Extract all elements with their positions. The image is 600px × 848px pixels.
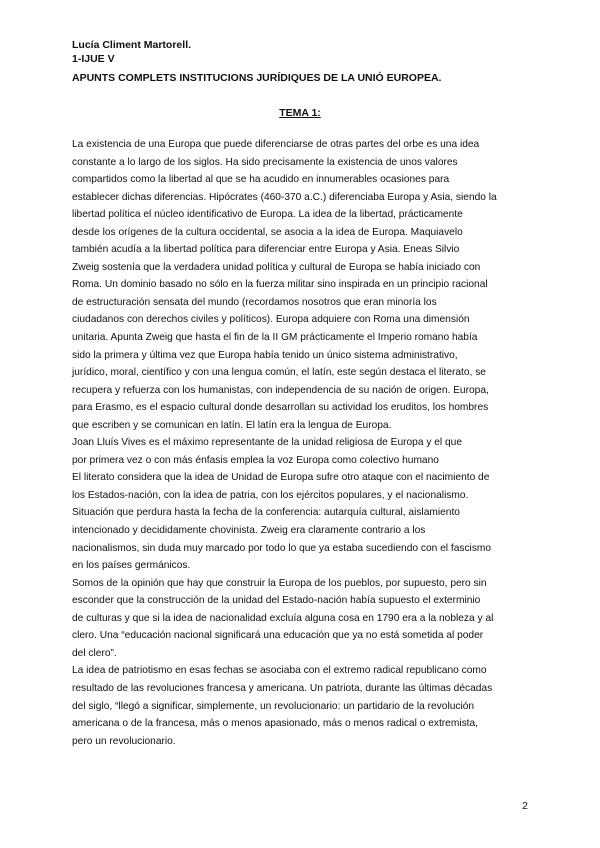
text-line: clero. Una “educación nacional significará una educación que ya no está sometida al poder	[72, 630, 484, 642]
text-line: también acudía a la libertad política para diferenciar entre Europa y Asia. Eneas Silvio	[72, 244, 460, 256]
text-line: Zweig sostenía que la verdadera unidad política y cultural de Europa se había iniciado con	[72, 261, 481, 273]
text-line: nacionalismos, sin duda muy marcado por todo lo que ya estaba sucediendo con el fascismo	[72, 542, 492, 554]
text-line: para Erasmo, es el espacio cultural donde desarrollan su actividad los eruditos, los hombres	[72, 402, 489, 414]
text-line: intencionado y decididamente chovinista. Zweig era claramente contrario a los	[72, 525, 426, 537]
text-line: Somos de la opinión que hay que construir la Europa de los pueblos, por supuesto, pero sin	[72, 577, 487, 589]
text-line: La idea de patriotismo en esas fechas se asociaba con el extremo radical republicano como	[72, 665, 487, 677]
text-line: sido la primera y última vez que Europa había tenido un único sistema administrativo,	[72, 349, 458, 361]
body-text	[72, 136, 542, 750]
text-line: El literato considera que la idea de Unidad de Europa sufre otro ataque con el nacimiento de	[72, 472, 490, 484]
text-line: libertad política el núcleo identificativo de Europa. La idea de la libertad, prácticamente	[72, 209, 463, 221]
text-line: del siglo, “llegó a significar, simplemente, un revolucionario: un partidario de la revolución	[72, 700, 475, 712]
text-line: ciudadanos con derechos civiles y políticos). Europa adquiere con Roma una dimensión	[72, 314, 470, 326]
text-line: Roma. Un dominio basado no sólo en la fuerza militar sino inspirada en un principio racional	[72, 279, 488, 291]
text-line: del clero”.	[72, 647, 117, 659]
text-line: recupera y refuerza con los humanistas, con independencia de su nación de origen. Europa,	[72, 384, 489, 396]
section-title: TEMA 1:	[279, 107, 321, 119]
text-line: en los países germánicos.	[72, 560, 191, 572]
text-line: establecer dichas diferencias. Hipócrates (460-370 a.C.) diferenciaba Europa y Asia, siendo la	[72, 191, 497, 203]
text-line: por primera vez o con más énfasis emplea la voz Europa como colectivo humano	[72, 454, 439, 466]
text-line: americana o de la francesa, más o menos apasionado, más o menos radical o extremista,	[72, 718, 479, 730]
text-line: los Estados-nación, con la idea de patria, con los ejércitos populares, y el nacionalismo.	[72, 489, 469, 501]
text-line: resultado de las revoluciones francesa y americana. Un patriota, durante las últimas décadas	[72, 682, 493, 694]
document-title: APUNTS COMPLETS INSTITUCIONS JURÍDIQUES DE LA UNIÓ EUROPEA.	[72, 72, 442, 84]
text-line: desde los orígenes de la cultura occidental, se asocia a la idea de Europa. Maquiavelo	[72, 226, 463, 238]
text-line: de culturas y que si la idea de nacionalidad excluía alguna cosa en 1790 era a la nobleza y al	[72, 612, 494, 624]
text-line: Joan Lluís Vives es el máximo representante de la unidad religiosa de Europa y el que	[72, 437, 463, 449]
text-line: jurídico, moral, científico y con una lengua común, el latín, este según destaca el literato, se	[72, 367, 486, 379]
text-line: de estructuración sensata del mundo (recordamos nosotros que eran minoría los	[72, 296, 437, 308]
text-line: unitaria. Apunta Zweig que hasta el fin de la II GM prácticamente el Imperio romano había	[72, 332, 478, 344]
text-line: constante a lo largo de los siglos. Ha sido precisamente la existencia de unos valores	[72, 156, 458, 168]
author-name: Lucía Climent Martorell.	[72, 39, 192, 51]
page-number: 2	[522, 800, 528, 812]
group-code: 1-IJUE V	[72, 53, 115, 65]
text-line: Situación que perdura hasta la fecha de la conferencia: autarquía cultural, aislamiento	[72, 507, 460, 519]
text-line: La existencia de una Europa que puede diferenciarse de otras partes del orbe es una idea	[72, 139, 480, 150]
text-line: esconder que la construcción de la unidad del Estado-nación había supuesto el exterminio	[72, 595, 481, 607]
header	[72, 38, 191, 66]
text-line: que escriben y se comunican en latín. El latín era la lengua de Europa.	[72, 419, 392, 431]
text-line: pero un revolucionario.	[72, 735, 176, 747]
text-line: compartidos como la libertad al que se ha acudido en innumerables ocasiones para	[72, 174, 450, 186]
